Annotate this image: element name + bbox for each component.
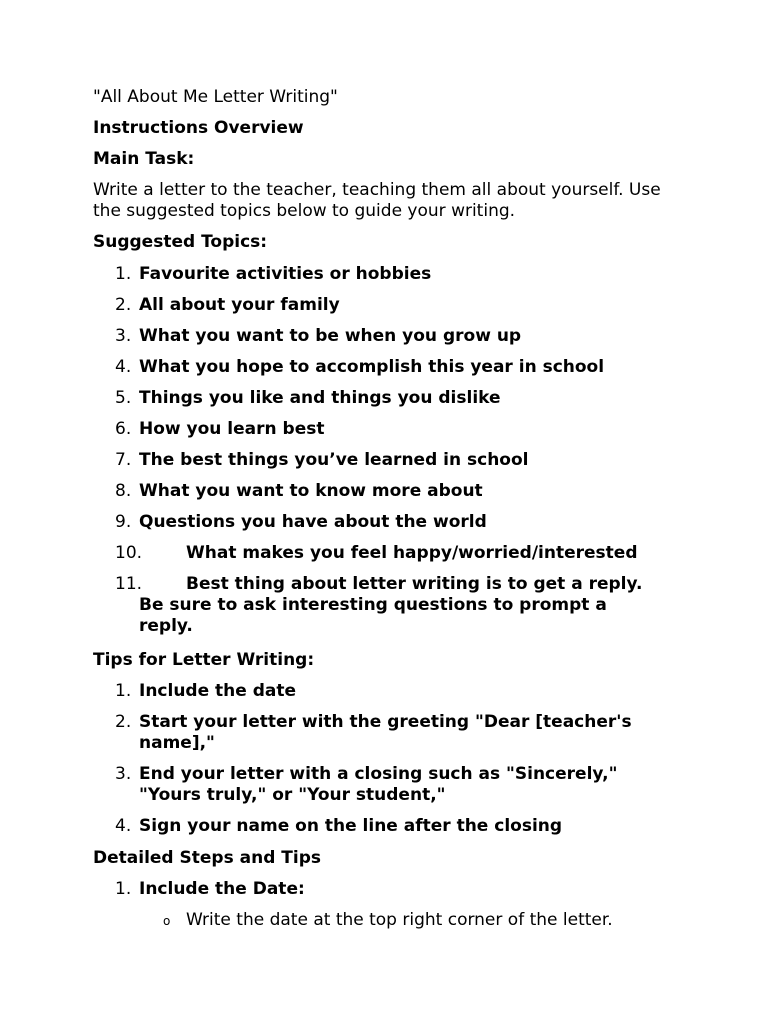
topics-heading: Suggested Topics:	[93, 232, 268, 252]
list-number: 9.	[115, 512, 132, 532]
topic-text-continued: Be sure to ask interesting questions to prompt a reply.	[139, 595, 607, 636]
list-item	[93, 295, 693, 316]
list-item	[93, 879, 693, 900]
main-task-text: Write a letter to the teacher, teaching them all about yourself. Use the suggested topics below to guide your writing.	[93, 180, 661, 221]
list-item	[93, 357, 693, 378]
topic-text: Things you like and things you dislike	[139, 388, 501, 408]
list-item	[93, 543, 693, 564]
topic-text: What makes you feel happy/worried/interested	[186, 543, 638, 563]
topic-text: All about your family	[139, 295, 340, 315]
detailed-list	[93, 879, 693, 910]
list-item	[93, 574, 693, 637]
list-item	[93, 681, 693, 702]
list-number: 6.	[115, 419, 132, 439]
list-number: 8.	[115, 481, 132, 501]
detailed-heading: Detailed Steps and Tips	[93, 848, 321, 868]
list-number: 2.	[115, 712, 132, 732]
topic-text: Questions you have about the world	[139, 512, 487, 532]
list-number: 1.	[115, 264, 132, 284]
list-number: 10.	[115, 543, 143, 563]
list-item	[93, 264, 693, 285]
tip-text: Start your letter with the greeting "Dear [teacher's name],"	[139, 712, 632, 753]
list-number: 11.	[115, 574, 143, 594]
topic-text: Favourite activities or hobbies	[139, 264, 432, 284]
topic-text: What you want to be when you grow up	[139, 326, 522, 346]
overview-heading: Instructions Overview	[93, 118, 304, 138]
list-item	[93, 512, 693, 533]
list-number: 1.	[115, 879, 132, 899]
list-number: 1.	[115, 681, 132, 701]
list-item	[93, 419, 693, 440]
list-item	[93, 764, 669, 806]
list-number: 7.	[115, 450, 132, 470]
sub-item-text: Write the date at the top right corner of the letter.	[186, 910, 613, 930]
topic-text: What you hope to accomplish this year in school	[139, 357, 605, 377]
tip-text: End your letter with a closing such as "Sincerely," "Yours truly," or "Your student,"	[139, 764, 618, 805]
list-number: 5.	[115, 388, 132, 408]
topic-text: The best things you’ve learned in school	[139, 450, 529, 470]
list-number: 4.	[115, 357, 132, 377]
main-task-heading: Main Task:	[93, 149, 195, 169]
list-item	[93, 450, 693, 471]
tip-text: Include the date	[139, 681, 297, 701]
tips-heading: Tips for Letter Writing:	[93, 650, 315, 670]
tips-list	[93, 681, 693, 847]
topic-text: How you learn best	[139, 419, 325, 439]
list-number: 2.	[115, 295, 132, 315]
topic-text: Best thing about letter writing is to get a reply.	[186, 574, 643, 594]
list-item	[93, 712, 679, 754]
topic-text: What you want to know more about	[139, 481, 483, 501]
document-title: "All About Me Letter Writing"	[93, 87, 338, 107]
list-item	[93, 326, 693, 347]
list-item	[93, 481, 693, 502]
topics-list	[93, 264, 693, 647]
tip-text: Sign your name on the line after the closing	[139, 816, 563, 836]
list-number: 3.	[115, 764, 132, 784]
list-number: 4.	[115, 816, 132, 836]
circle-bullet-icon: o	[163, 914, 171, 928]
list-number: 3.	[115, 326, 132, 346]
list-item	[93, 388, 693, 409]
detailed-step-text: Include the Date:	[139, 879, 305, 899]
list-item	[93, 816, 693, 837]
